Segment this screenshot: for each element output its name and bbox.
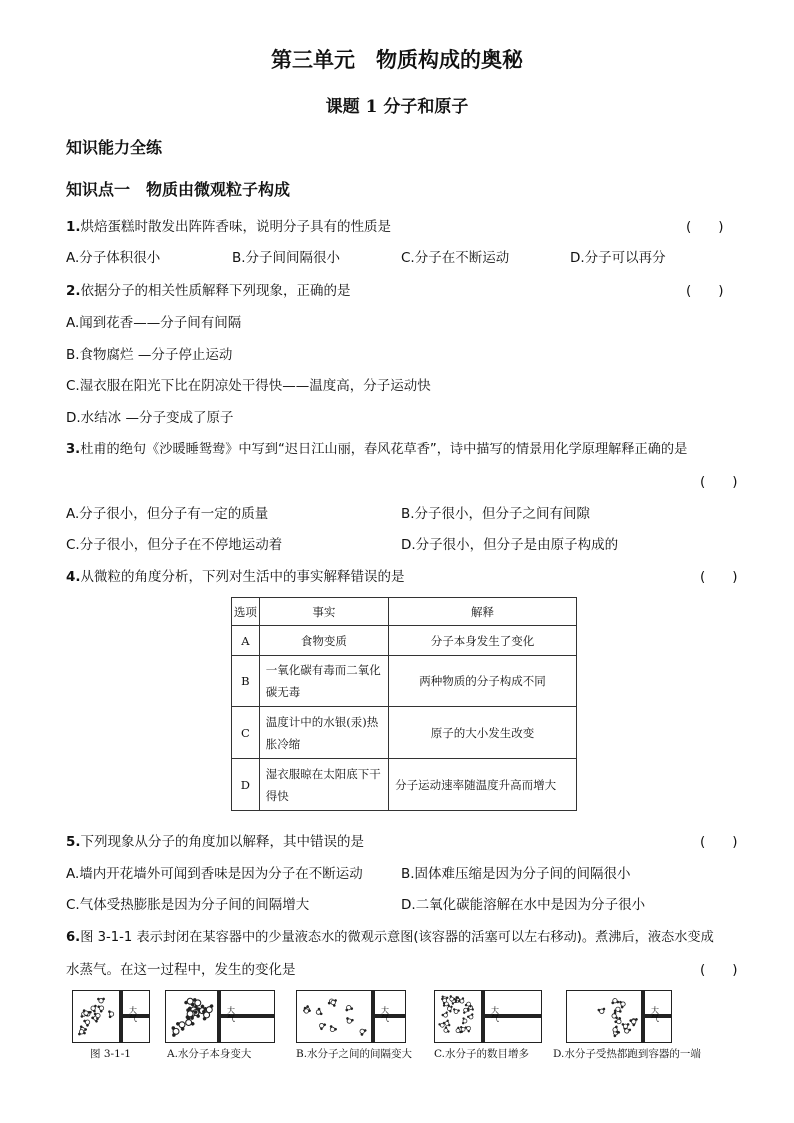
piston-plate — [217, 991, 221, 1042]
q5-option-d[interactable]: D.二氧化碳能溶解在水中是因为分子很小 — [401, 897, 646, 913]
atmosphere-label: 大气 — [226, 1006, 236, 1022]
water-molecule — [441, 1011, 449, 1019]
option-b-caption[interactable]: B.水分子之间的间隔变大 — [296, 1048, 413, 1060]
diagram-figure — [72, 990, 151, 1043]
table-row[interactable] — [232, 707, 577, 759]
water-molecule — [462, 1017, 467, 1024]
table-cell: 食物变质 — [259, 626, 388, 656]
q3-option-c[interactable]: C.分子很小，但分子在不停地运动着 — [66, 537, 283, 553]
option-d-caption[interactable]: D.水分子受热都跑到容器的一端 — [553, 1048, 701, 1060]
table-cell: A — [232, 626, 260, 656]
answer-blank-4[interactable]: ( ) — [700, 569, 738, 585]
table-cell: 分子运动速率随温度升高而增大 — [389, 759, 577, 811]
water-molecule — [611, 1011, 618, 1020]
q3-option-d[interactable]: D.分子很小，但分子是由原子构成的 — [401, 537, 619, 553]
atmosphere-label: 大气 — [650, 1006, 660, 1022]
water-molecule — [315, 1007, 323, 1016]
water-molecule — [614, 1007, 622, 1013]
q4-table — [231, 597, 577, 811]
water-molecule — [344, 1004, 353, 1011]
table-row[interactable] — [232, 626, 577, 656]
question-2-stem: 2.依据分子的相关性质解释下列现象，正确的是 — [66, 283, 351, 299]
q2-option-a[interactable]: A.闻到花香——分子间有间隔 — [66, 315, 242, 331]
table-cell: 温度计中的水银(汞)热胀冷缩 — [259, 707, 388, 759]
piston-plate — [119, 991, 123, 1042]
water-molecule — [619, 1000, 626, 1009]
atmosphere-label: 大气 — [490, 1006, 500, 1022]
answer-blank-3[interactable]: ( ) — [700, 474, 738, 490]
question-3-stem: 3.杜甫的绝句《沙暖睡鸳鸯》中写到“迟日江山丽，春风花草香”，诗中描写的情景用化学原理解释正确的是 — [66, 442, 688, 457]
table-cell: 分子本身发生了变化 — [389, 626, 577, 656]
q1-option-b[interactable]: B.分子间间隔很小 — [232, 250, 341, 266]
question-6-stem: 6.图 3-1-1 表示封闭在某容器中的少量液态水的微观示意图(该容器的活塞可以左右移动)。煮沸后，液态水变成 — [66, 930, 714, 945]
table-cell: C — [232, 707, 260, 759]
diagram-option-b — [296, 990, 407, 1043]
diagram-option-c — [434, 990, 543, 1043]
question-4-stem: 4.从微粒的角度分析，下列对生活中的事实解释错误的是 — [66, 569, 405, 585]
q5-option-c[interactable]: C.气体受热膨胀是因为分子间的间隔增大 — [66, 897, 310, 913]
table-cell: 一氧化碳有毒而二氧化碳无毒 — [259, 656, 388, 707]
water-molecule — [464, 1024, 472, 1032]
water-molecule — [318, 1021, 327, 1030]
water-molecule — [108, 1010, 114, 1018]
piston-rod — [375, 1014, 405, 1018]
piston-plate — [481, 991, 485, 1042]
q3-option-b[interactable]: B.分子很小，但分子之间有间隙 — [401, 506, 591, 522]
water-molecule — [622, 1023, 630, 1028]
figure-caption: 图 3-1-1 — [90, 1048, 131, 1060]
atmosphere-label: 大气 — [128, 1006, 138, 1022]
lesson-title: 课题 1 分子和原子 — [325, 97, 469, 117]
question-6-stem-line2: 水蒸气。在这一过程中，发生的变化是 — [66, 962, 296, 978]
question-1-stem: 1.烘焙蛋糕时散发出阵阵香味，说明分子具有的性质是 — [66, 219, 392, 235]
table-cell: B — [232, 656, 260, 707]
water-molecule — [597, 1007, 606, 1014]
table-cell: 湿衣服晾在太阳底下干得快 — [259, 759, 388, 811]
table-cell: D — [232, 759, 260, 811]
table-header-cell: 解释 — [389, 598, 577, 626]
q5-option-a[interactable]: A.墙内开花墙外可闻到香味是因为分子在不断运动 — [66, 866, 363, 882]
q5-option-b[interactable]: B.固体难压缩是因为分子间的间隔很小 — [401, 866, 631, 882]
q1-option-d[interactable]: D.分子可以再分 — [570, 250, 666, 266]
water-molecule — [465, 1001, 473, 1007]
piston-plate — [641, 991, 645, 1042]
water-molecule — [345, 1017, 354, 1025]
option-a-caption[interactable]: A.水分子本身变大 — [167, 1048, 252, 1060]
section-heading: 知识能力全练 — [66, 138, 163, 157]
table-cell: 原子的大小发生改变 — [389, 707, 577, 759]
water-molecule — [97, 1004, 105, 1013]
table-header-cell: 选项 — [232, 598, 260, 626]
q1-option-c[interactable]: C.分子在不断运动 — [401, 250, 510, 266]
answer-blank-5[interactable]: ( ) — [700, 834, 738, 850]
table-cell: 两种物质的分子构成不同 — [389, 656, 577, 707]
diagram-option-a — [165, 990, 276, 1043]
q3-option-a[interactable]: A.分子很小，但分子有一定的质量 — [66, 506, 269, 522]
unit-title: 第三单元 物质构成的奥秘 — [271, 47, 523, 72]
water-molecule — [328, 1025, 337, 1034]
option-c-caption[interactable]: C.水分子的数目增多 — [434, 1048, 529, 1060]
q2-option-d[interactable]: D.水结冰 —分子变成了原子 — [66, 410, 234, 426]
water-molecule — [171, 1026, 179, 1037]
q2-option-b[interactable]: B.食物腐烂 —分子停止运动 — [66, 347, 233, 363]
table-row[interactable] — [232, 759, 577, 811]
atmosphere-label: 大气 — [380, 1006, 390, 1022]
answer-blank-6[interactable]: ( ) — [700, 962, 738, 978]
water-molecule — [467, 1013, 475, 1021]
table-header-cell: 事实 — [259, 598, 388, 626]
diagram-option-d — [566, 990, 673, 1043]
water-molecule — [83, 1018, 92, 1027]
table-row[interactable] — [232, 656, 577, 707]
water-molecule — [97, 998, 105, 1003]
q1-option-a[interactable]: A.分子体积很小 — [66, 250, 161, 266]
water-molecule — [452, 1008, 460, 1014]
piston-plate — [371, 991, 375, 1042]
question-5-stem: 5.下列现象从分子的角度加以解释，其中错误的是 — [66, 834, 365, 850]
answer-blank-1[interactable]: ( ) — [686, 219, 724, 235]
answer-blank-2[interactable]: ( ) — [686, 283, 724, 299]
table-header-row — [232, 598, 577, 626]
topic-heading: 知识点一 物质由微观粒子构成 — [66, 180, 291, 199]
water-molecule — [611, 998, 620, 1005]
q2-option-c[interactable]: C.湿衣服在阳光下比在阴凉处干得快——温度高，分子运动快 — [66, 378, 431, 394]
water-molecule — [358, 1027, 367, 1036]
